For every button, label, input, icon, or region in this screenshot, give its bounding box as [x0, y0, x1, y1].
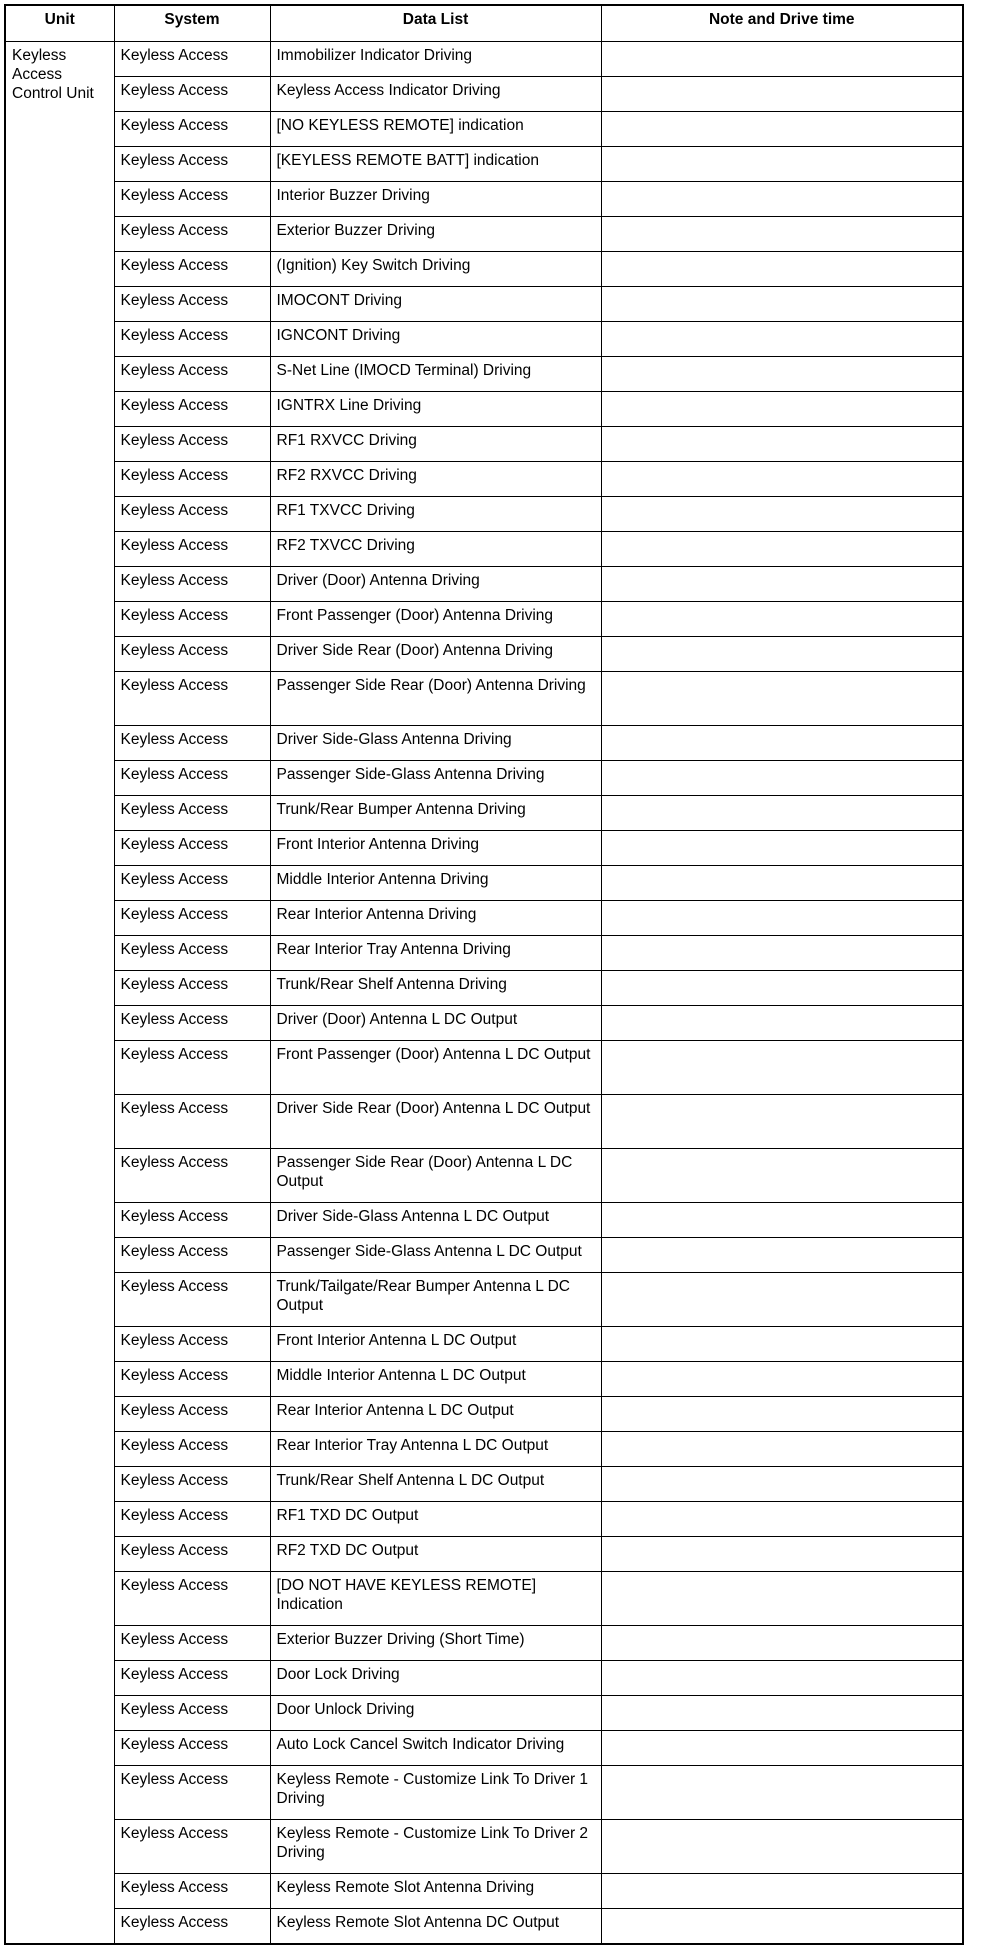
table-row: [5, 1731, 963, 1766]
note-cell: [601, 1006, 963, 1041]
data-list-cell: Keyless Remote - Customize Link To Driver 1 Driving: [270, 1766, 601, 1820]
data-list-cell: Keyless Remote Slot Antenna Driving: [270, 1874, 601, 1909]
note-cell: [601, 1273, 963, 1327]
system-cell: Keyless Access: [114, 726, 270, 761]
data-list-cell: Passenger Side-Glass Antenna L DC Output: [270, 1238, 601, 1273]
data-list-cell: Keyless Remote - Customize Link To Driver 2 Driving: [270, 1820, 601, 1874]
table-row: [5, 182, 963, 217]
data-list-cell: RF2 RXVCC Driving: [270, 462, 601, 497]
note-cell: [601, 287, 963, 322]
table-row: [5, 1874, 963, 1909]
note-cell: [601, 796, 963, 831]
system-cell: Keyless Access: [114, 567, 270, 602]
note-cell: [601, 1327, 963, 1362]
system-cell: Keyless Access: [114, 1095, 270, 1149]
note-cell: [601, 1874, 963, 1909]
note-cell: [601, 357, 963, 392]
data-list-cell: Passenger Side Rear (Door) Antenna Driving: [270, 672, 601, 726]
system-cell: Keyless Access: [114, 1467, 270, 1502]
data-list-cell: Auto Lock Cancel Switch Indicator Driving: [270, 1731, 601, 1766]
system-cell: Keyless Access: [114, 147, 270, 182]
system-cell: Keyless Access: [114, 831, 270, 866]
table-row: [5, 971, 963, 1006]
system-cell: Keyless Access: [114, 1362, 270, 1397]
system-cell: Keyless Access: [114, 1432, 270, 1467]
note-cell: [601, 1572, 963, 1626]
note-cell: [601, 602, 963, 637]
table-row: [5, 1203, 963, 1238]
note-cell: [601, 112, 963, 147]
system-cell: Keyless Access: [114, 1626, 270, 1661]
system-cell: Keyless Access: [114, 761, 270, 796]
data-list-cell: RF1 RXVCC Driving: [270, 427, 601, 462]
system-cell: Keyless Access: [114, 112, 270, 147]
data-list-cell: Driver Side Rear (Door) Antenna L DC Output: [270, 1095, 601, 1149]
system-cell: Keyless Access: [114, 672, 270, 726]
note-cell: [601, 252, 963, 287]
data-list-cell: Passenger Side Rear (Door) Antenna L DC Output: [270, 1149, 601, 1203]
system-cell: Keyless Access: [114, 1149, 270, 1203]
table-row: [5, 761, 963, 796]
table-row: [5, 901, 963, 936]
note-cell: [601, 831, 963, 866]
table-row: [5, 112, 963, 147]
system-cell: Keyless Access: [114, 796, 270, 831]
note-cell: [601, 971, 963, 1006]
table-row: [5, 796, 963, 831]
system-cell: Keyless Access: [114, 1696, 270, 1731]
system-cell: Keyless Access: [114, 1273, 270, 1327]
unit-cell: Keyless Access Control Unit: [5, 42, 114, 1945]
table-row: [5, 217, 963, 252]
data-list-cell: Passenger Side-Glass Antenna Driving: [270, 761, 601, 796]
system-cell: Keyless Access: [114, 1909, 270, 1945]
data-list-cell: IMOCONT Driving: [270, 287, 601, 322]
table-row: [5, 1502, 963, 1537]
note-cell: [601, 1149, 963, 1203]
table-header: [5, 5, 963, 42]
system-cell: Keyless Access: [114, 532, 270, 567]
system-cell: Keyless Access: [114, 637, 270, 672]
table-row: [5, 1397, 963, 1432]
data-list-cell: Rear Interior Antenna Driving: [270, 901, 601, 936]
system-cell: Keyless Access: [114, 287, 270, 322]
header-data-list: Data List: [270, 5, 601, 42]
data-list-cell: Driver (Door) Antenna Driving: [270, 567, 601, 602]
table-row: [5, 936, 963, 971]
table-row: [5, 1820, 963, 1874]
system-cell: Keyless Access: [114, 602, 270, 637]
table-row: [5, 287, 963, 322]
table-row: [5, 672, 963, 726]
system-cell: Keyless Access: [114, 427, 270, 462]
system-cell: Keyless Access: [114, 1731, 270, 1766]
system-cell: Keyless Access: [114, 252, 270, 287]
data-list-cell: [KEYLESS REMOTE BATT] indication: [270, 147, 601, 182]
system-cell: Keyless Access: [114, 901, 270, 936]
note-cell: [601, 427, 963, 462]
note-cell: [601, 1041, 963, 1095]
note-cell: [601, 761, 963, 796]
system-cell: Keyless Access: [114, 1327, 270, 1362]
note-cell: [601, 77, 963, 112]
note-cell: [601, 1820, 963, 1874]
data-list-cell: (Ignition) Key Switch Driving: [270, 252, 601, 287]
note-cell: [601, 497, 963, 532]
system-cell: Keyless Access: [114, 182, 270, 217]
note-cell: [601, 42, 963, 77]
header-system: System: [114, 5, 270, 42]
note-cell: [601, 147, 963, 182]
data-list-cell: Rear Interior Antenna L DC Output: [270, 1397, 601, 1432]
table-row: [5, 831, 963, 866]
table-row: [5, 1537, 963, 1572]
note-cell: [601, 1362, 963, 1397]
note-cell: [601, 726, 963, 761]
data-list-cell: IGNTRX Line Driving: [270, 392, 601, 427]
note-cell: [601, 672, 963, 726]
table-row: [5, 602, 963, 637]
note-cell: [601, 322, 963, 357]
table-row: [5, 1273, 963, 1327]
table-row: [5, 462, 963, 497]
note-cell: [601, 1626, 963, 1661]
note-cell: [601, 936, 963, 971]
data-list-cell: Trunk/Tailgate/Rear Bumper Antenna L DC Output: [270, 1273, 601, 1327]
system-cell: Keyless Access: [114, 1238, 270, 1273]
data-list-cell: Keyless Remote Slot Antenna DC Output: [270, 1909, 601, 1945]
system-cell: Keyless Access: [114, 1766, 270, 1820]
data-list-cell: [NO KEYLESS REMOTE] indication: [270, 112, 601, 147]
note-cell: [601, 866, 963, 901]
note-cell: [601, 1432, 963, 1467]
header-note-drive-time: Note and Drive time: [601, 5, 963, 42]
note-cell: [601, 1397, 963, 1432]
table-row: [5, 357, 963, 392]
table-row: [5, 42, 963, 77]
data-list-cell: Front Passenger (Door) Antenna Driving: [270, 602, 601, 637]
table-row: [5, 77, 963, 112]
data-list-cell: Trunk/Rear Bumper Antenna Driving: [270, 796, 601, 831]
table-row: [5, 1327, 963, 1362]
system-cell: Keyless Access: [114, 1203, 270, 1238]
data-list-cell: [DO NOT HAVE KEYLESS REMOTE] Indication: [270, 1572, 601, 1626]
system-cell: Keyless Access: [114, 1397, 270, 1432]
system-cell: Keyless Access: [114, 1041, 270, 1095]
system-cell: Keyless Access: [114, 866, 270, 901]
table-row: [5, 427, 963, 462]
data-list-cell: Middle Interior Antenna Driving: [270, 866, 601, 901]
table-row: [5, 1095, 963, 1149]
data-list-cell: RF1 TXVCC Driving: [270, 497, 601, 532]
table-row: [5, 322, 963, 357]
note-cell: [601, 1537, 963, 1572]
data-list-cell: IGNCONT Driving: [270, 322, 601, 357]
note-cell: [601, 1696, 963, 1731]
table-row: [5, 1572, 963, 1626]
table-body: [5, 42, 963, 1945]
data-list-cell: RF2 TXD DC Output: [270, 1537, 601, 1572]
note-cell: [601, 901, 963, 936]
data-list-cell: Keyless Access Indicator Driving: [270, 77, 601, 112]
system-cell: Keyless Access: [114, 1820, 270, 1874]
data-list-cell: Rear Interior Tray Antenna L DC Output: [270, 1432, 601, 1467]
data-list-cell: Driver Side-Glass Antenna Driving: [270, 726, 601, 761]
note-cell: [601, 1766, 963, 1820]
data-list-cell: RF2 TXVCC Driving: [270, 532, 601, 567]
note-cell: [601, 567, 963, 602]
table-row: [5, 567, 963, 602]
data-list-cell: Front Passenger (Door) Antenna L DC Output: [270, 1041, 601, 1095]
note-cell: [601, 392, 963, 427]
system-cell: Keyless Access: [114, 462, 270, 497]
table-row: [5, 1626, 963, 1661]
system-cell: Keyless Access: [114, 1874, 270, 1909]
system-cell: Keyless Access: [114, 1572, 270, 1626]
table-row: [5, 532, 963, 567]
system-cell: Keyless Access: [114, 217, 270, 252]
note-cell: [601, 1203, 963, 1238]
data-list-cell: Immobilizer Indicator Driving: [270, 42, 601, 77]
note-cell: [601, 1095, 963, 1149]
table-row: [5, 1467, 963, 1502]
data-list-cell: S-Net Line (IMOCD Terminal) Driving: [270, 357, 601, 392]
system-cell: Keyless Access: [114, 971, 270, 1006]
note-cell: [601, 182, 963, 217]
system-cell: Keyless Access: [114, 322, 270, 357]
table-row: [5, 252, 963, 287]
note-cell: [601, 1467, 963, 1502]
data-list-table: [4, 4, 964, 1945]
system-cell: Keyless Access: [114, 77, 270, 112]
table-row: [5, 1041, 963, 1095]
table-row: [5, 866, 963, 901]
table-row: [5, 1432, 963, 1467]
system-cell: Keyless Access: [114, 392, 270, 427]
note-cell: [601, 1731, 963, 1766]
data-list-cell: Front Interior Antenna Driving: [270, 831, 601, 866]
system-cell: Keyless Access: [114, 357, 270, 392]
note-cell: [601, 217, 963, 252]
table-row: [5, 1238, 963, 1273]
note-cell: [601, 1909, 963, 1945]
data-list-cell: Interior Buzzer Driving: [270, 182, 601, 217]
system-cell: Keyless Access: [114, 936, 270, 971]
data-list-cell: Door Lock Driving: [270, 1661, 601, 1696]
table-row: [5, 637, 963, 672]
note-cell: [601, 1502, 963, 1537]
table-row: [5, 392, 963, 427]
table-row: [5, 147, 963, 182]
data-list-cell: Middle Interior Antenna L DC Output: [270, 1362, 601, 1397]
system-cell: Keyless Access: [114, 1006, 270, 1041]
system-cell: Keyless Access: [114, 1661, 270, 1696]
data-list-cell: Driver Side Rear (Door) Antenna Driving: [270, 637, 601, 672]
data-list-cell: Driver Side-Glass Antenna L DC Output: [270, 1203, 601, 1238]
note-cell: [601, 637, 963, 672]
header-unit: Unit: [5, 5, 114, 42]
system-cell: Keyless Access: [114, 497, 270, 532]
table-row: [5, 1362, 963, 1397]
table-row: [5, 1766, 963, 1820]
system-cell: Keyless Access: [114, 42, 270, 77]
system-cell: Keyless Access: [114, 1502, 270, 1537]
table-row: [5, 1661, 963, 1696]
data-list-cell: Trunk/Rear Shelf Antenna L DC Output: [270, 1467, 601, 1502]
system-cell: Keyless Access: [114, 1537, 270, 1572]
note-cell: [601, 1661, 963, 1696]
data-list-cell: RF1 TXD DC Output: [270, 1502, 601, 1537]
note-cell: [601, 462, 963, 497]
data-list-cell: Rear Interior Tray Antenna Driving: [270, 936, 601, 971]
note-cell: [601, 1238, 963, 1273]
table-row: [5, 497, 963, 532]
data-list-cell: Exterior Buzzer Driving: [270, 217, 601, 252]
data-list-cell: Front Interior Antenna L DC Output: [270, 1327, 601, 1362]
table-row: [5, 1006, 963, 1041]
note-cell: [601, 532, 963, 567]
table-row: [5, 726, 963, 761]
data-list-cell: Driver (Door) Antenna L DC Output: [270, 1006, 601, 1041]
table-row: [5, 1909, 963, 1945]
data-list-cell: Exterior Buzzer Driving (Short Time): [270, 1626, 601, 1661]
table-row: [5, 1149, 963, 1203]
header-row: [5, 5, 963, 42]
data-list-cell: Trunk/Rear Shelf Antenna Driving: [270, 971, 601, 1006]
data-list-cell: Door Unlock Driving: [270, 1696, 601, 1731]
table-row: [5, 1696, 963, 1731]
